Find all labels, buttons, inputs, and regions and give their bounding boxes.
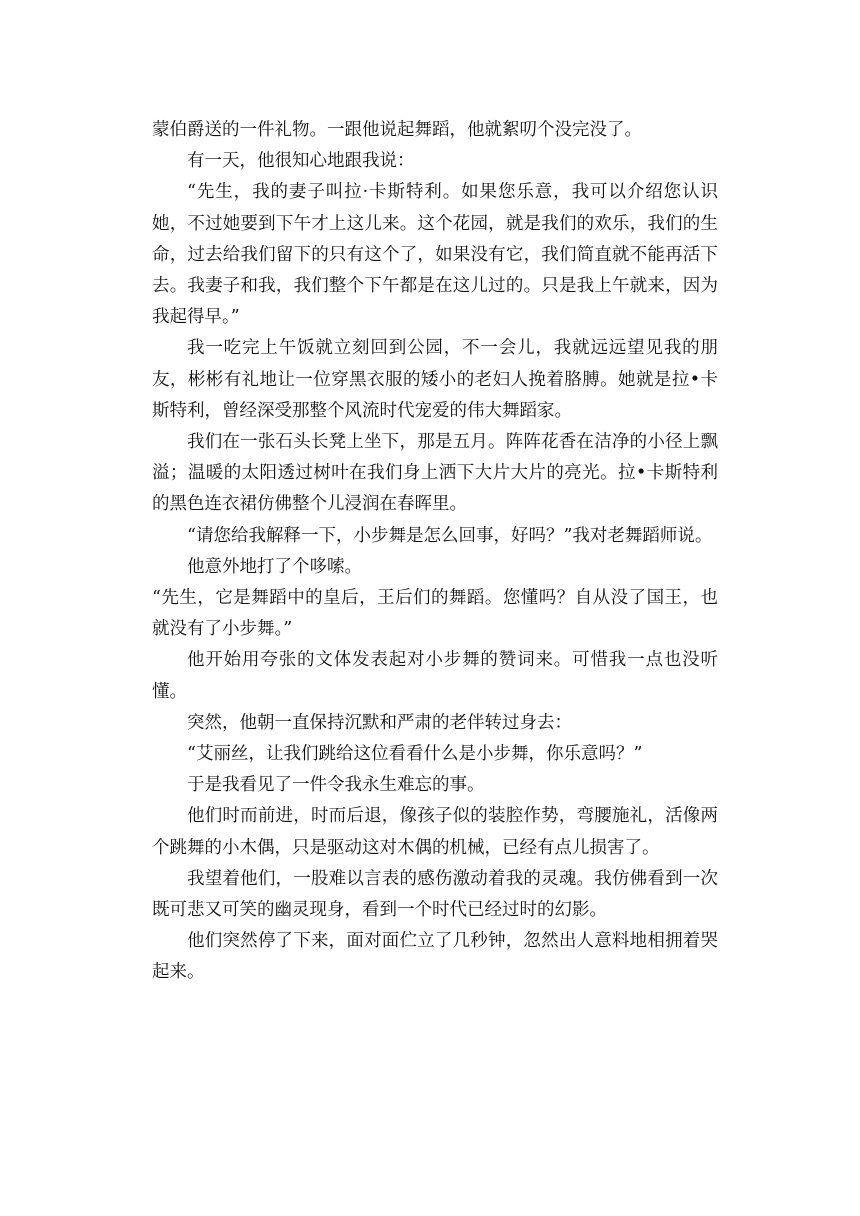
paragraph-6: “请您给我解释一下，小步舞是怎么回事，好吗？”我对老舞蹈师说。 (187, 525, 713, 546)
paragraph-4: 我一吃完上午饭就立刻回到公园，不一会儿，我就远远望见我的朋友，彬彬有礼地让一位穿黑衣服的矮小的老妇人挽着胳膊。她就是拉•卡斯特利，曾经深受那整个风流时代宠爱的伟大舞蹈家。 (152, 338, 718, 421)
paragraph-9: 他开始用夸张的文体发表起对小步舞的赞词来。可惜我一点也没听懂。 (152, 650, 718, 702)
paragraph-8: “先生，它是舞蹈中的皇后，王后们的舞蹈。您懂吗？自从没了国王，也就没有了小步舞。” (152, 588, 718, 640)
paragraph-15: 他们突然停了下来，面对面伫立了几秒钟，忽然出人意料地相拥着哭起来。 (152, 931, 718, 983)
paragraph-10: 突然，他朝一直保持沉默和严肃的老伴转过身去： (187, 712, 572, 733)
paragraph-2: 有一天，他很知心地跟我说： (187, 151, 415, 172)
paragraph-3: “先生，我的妻子叫拉·卡斯特利。如果您乐意，我可以介绍您认识她，不过她要到下午才上这儿来。这个花园，就是我们的欢乐，我们的生命，过去给我们留下的只有这个了，如果没有它，我们简直就不能再活下去。我妻子和我，我们整个下午都是在这儿过的。只是我上午就来，因为我起得早。” (152, 182, 718, 328)
paragraph-11: “艾丽丝，让我们跳给这位看看什么是小步舞，你乐意吗？” (187, 744, 643, 765)
paragraph-5: 我们在一张石头长凳上坐下，那是五月。阵阵花香在洁净的小径上飘溢；温暖的太阳透过树叶在我们身上洒下大片大片的亮光。拉•卡斯特利的黑色连衣裙仿佛整个儿浸润在春晖里。 (152, 432, 718, 515)
document-page (152, 115, 718, 989)
paragraph-14: 我望着他们，一股难以言表的感伤激动着我的灵魂。我仿佛看到一次既可悲又可笑的幽灵现身，看到一个时代已经过时的幻影。 (152, 868, 718, 921)
paragraph-13: 他们时而前进，时而后退，像孩子似的装腔作势，弯腰施礼，活像两个跳舞的小木偶，只是驱动这对木偶的机械，已经有点儿损害了。 (152, 806, 718, 858)
paragraph-7: 他意外地打了个哆嗦。 (187, 556, 362, 577)
paragraph-1: 蒙伯爵送的一件礼物。一跟他说起舞蹈，他就絮叨个没完没了。 (152, 120, 642, 140)
paragraph-12: 于是我看见了一件令我永生难忘的事。 (187, 775, 485, 796)
